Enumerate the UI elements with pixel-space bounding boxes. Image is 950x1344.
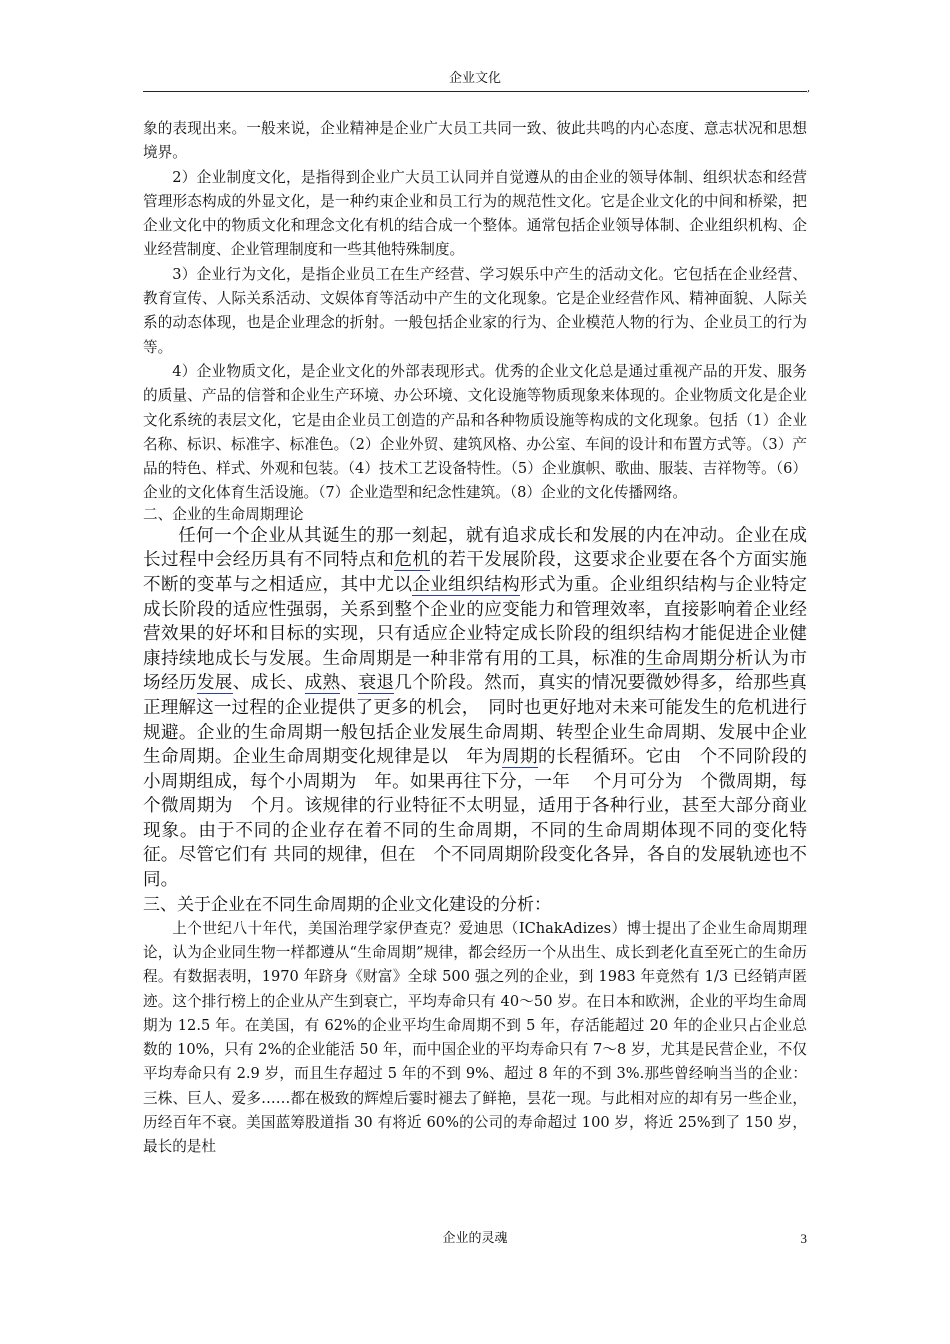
text-run: 、成长、 [232,673,305,694]
header-mark: , [807,83,811,94]
text-run: 、 [340,673,359,694]
paragraph-lifecycle [143,524,807,893]
paragraph-material-culture: 4）企业物质文化，是企业文化的外部表现形式。优秀的企业文化总是通过重视产品的开发、服务的质量、产品的信誉和企业生产环境、办公环境、文化设施等物质现象来体现的。企业物质文化是企业文化系统的表层文化，它是由企业员工创造的产品和各种物质设施等构成的文化现象。包括（1）企业名称、标识、标准字、标准色。（2）企业外贸、建筑风格、办公室、车间的设计和布置方式等。（3）产品的特色、样式、外观和包装。（4）技术工艺设备特性。（5）企业旗帜、歌曲、服装、吉祥物等。（6）企业的文化体育生活设施。（7）企业造型和纪念性建筑。（8）企业的文化传播网络。 [143,362,807,502]
document-body [143,117,807,1160]
paragraph-intro: 象的表现出来。一般来说，企业精神是企业广大员工共同一致、彼此共鸣的内心态度、意志状况和思想境界。 [143,120,807,162]
section-heading-culture-analysis: 三、关于企业在不同生命周期的企业文化建设的分析： [143,894,551,915]
text-run: 认为市场经历 [143,648,807,694]
text-run: 的长程循环。它由 个不同阶段的小周期组成，每个小周期为 年。如果再往下分，一年 个月可分为 个微周期，每个微周期为 个月。该规律的行业特征不太明显，适用于各种行业，甚至大部分商业现象。由于不同的企业存在着不同的生命周期，不同的生命周期体现不同的变化特征。尽管它们有 共同的规律，但在 个不同周期阶段变化各异，各自的发展轨迹也不同。 [143,747,807,891]
section-heading-lifecycle-theory: 二、企业的生命周期理论 [143,505,304,523]
page-number: 3 [800,1231,807,1246]
paragraph-adizes-theory: 上个世纪八十年代，美国治理学家伊查克？爱迪思（IChakAdizes）博士提出了企业生命周期理论，认为企业同生物一样都遵从“生命周期”规律，都会经历一个从出生、成长到老化直至死亡的生命历程。有数据表明，1970 年跻身《财富》全球 500 强之列的企业，到 1983 年竟然有 1/3 已经销声匿迹。这个排行榜上的企业从产生到衰亡，平均寿命只有 40～50 岁。在日本和欧洲，企业的平均生命周期为 12.5 年。在美国，有 62%的企业平均生命周期不到 5 年，存活能超过 20 年的企业只占企业总数的 10%，只有 2%的企业能活 50 年，而中国企业的平均寿命只有 7～8 岁，尤其是民营企业，不仅平均寿命只有 2.9 岁，而且生存超过 5 年的不到 9%、超过 8 年的不到 3%.那些曾经响当当的企业：三株、巨人、爱多……都在极致的辉煌后霎时褪去了鲜艳，昙花一现。与此相对应的却有另一些企业，历经百年不衰。美国蓝筹股道指 30 有将近 60%的公司的寿命超过 100 岁，将近 25%到了 150 岁，最长的是杜 [143,919,807,1156]
text-run: 形式为重。企业组织结构与企业特定成长阶段的适应性强弱，关系到整个企业的应变能力和管理效率，直接影响着企业经营效果的好坏和目标的实现，只有适应企业特定成长阶段的组织结构才能促进企业健康持续地成长与发展。生命周期是一种非常有用的工具，标准的 [143,574,807,669]
paragraph-behavioral-culture: 3）企业行为文化，是指企业员工在生产经营、学习娱乐中产生的活动文化。它包括在企业经营、教育宣传、人际关系活动、文娱体育等活动中产生的文化现象。它是企业经营作风、精神面貌、人际关系的动态体现，也是企业理念的折射。一般包括企业家的行为、企业模范人物的行为、企业员工的行为等。 [143,265,807,356]
link-decline[interactable]: 衰退 [358,673,395,694]
link-cycle[interactable]: 周期 [502,747,539,768]
text-run: 的若干发展阶段，这要求企业要在各个方面实施不断的变革与之相适应，其中尤以 [143,550,807,595]
link-crisis[interactable]: 危机 [394,550,431,571]
text-run: 几个阶段。然而，真实的情况要微妙得多，给那些真正理解这一过程的企业提供了更多的机会， 同时也更好地对未来可能发生的危机进行规避。企业的生命周期一般包括企业发展生命周期、转型企业生命周期、发展中企业生命周期。企业生命周期变化规律是以 年为 [143,673,807,768]
link-lifecycle-analysis[interactable]: 生命周期分析 [645,648,754,669]
header-rule [143,91,807,92]
text-run: 任何一个企业从其诞生的那一刻起，就有追求成长和发展的内在冲动。企业在成长过程中会经历具有不同特点和 [143,525,807,571]
running-header: 企业文化 [448,71,501,86]
running-footer: 企业的灵魂 [442,1231,508,1246]
link-org-structure[interactable]: 企业组织结构 [412,574,521,595]
link-maturity[interactable]: 成熟 [304,673,341,694]
link-development[interactable]: 发展 [196,673,233,694]
paragraph-institutional-culture: 2）企业制度文化，是指得到企业广大员工认同并自觉遵从的由企业的领导体制、组织状态和经营管理形态构成的外显文化，是一种约束企业和员工行为的规范性文化。它是企业文化的中间和桥梁，把企业文化中的物质文化和理念文化有机的结合成一个整体。通常包括企业领导体制、企业组织机构、企业经营制度、企业管理制度和一些其他特殊制度。 [143,168,807,259]
